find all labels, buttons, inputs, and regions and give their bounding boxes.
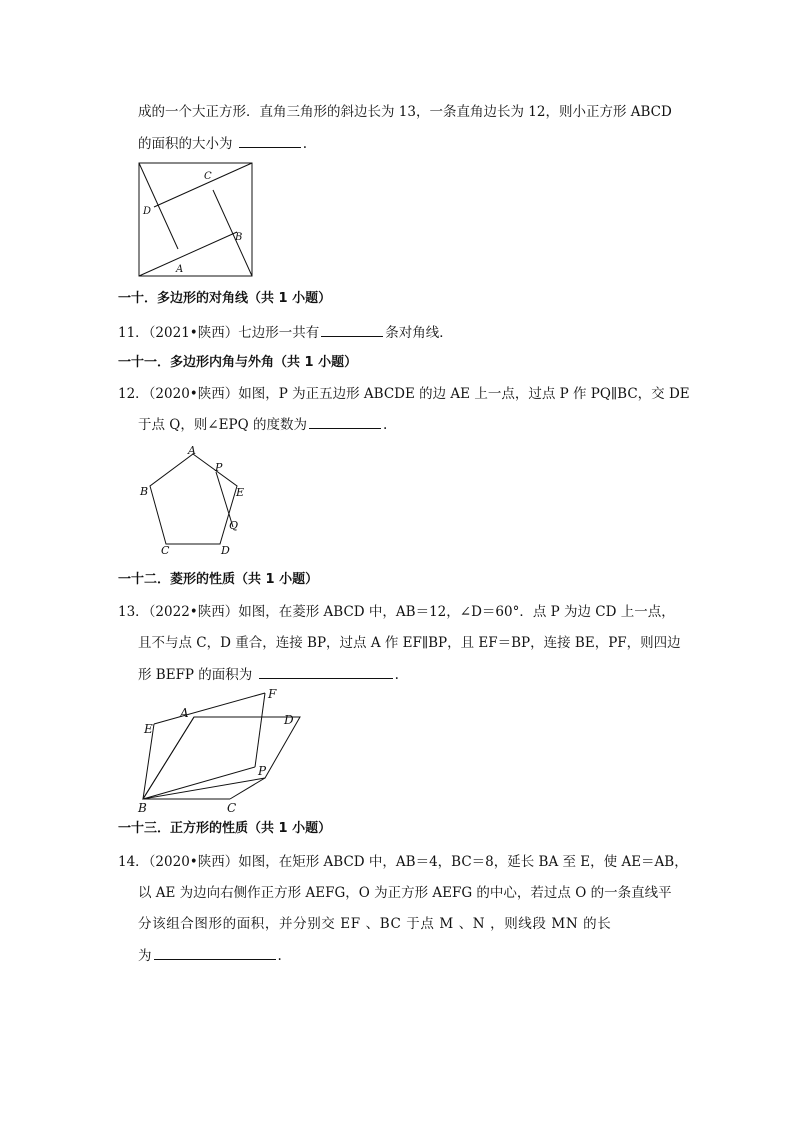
q10-answer-blank[interactable] [239,134,301,148]
q13-line2: 且不与点 C，D 重合，连接 BP，过点 A 作 EF∥BP，且 EF＝BP，连接 BE，PF，则四边 [138,635,681,651]
q10-segment [154,163,252,207]
q10-figure [136,160,256,280]
q13-label-b: B [138,801,147,815]
q13-figure [134,684,314,816]
q13-line1: 13．（2022•陕西）如图，在菱形 ABCD 中，AB＝12，∠D＝60°．点 P 为边 CD 上一点， [118,604,675,620]
q10-line2 [138,134,307,153]
q13-line3 [138,665,399,684]
q11-text-before: 11．（2021•陕西）七边形一共有 [118,325,320,341]
q14-line4-text: 为 [138,948,152,964]
q13-label-f: F [268,687,277,701]
q10-label-b: B [235,232,243,243]
q10-period: . [302,136,308,152]
q12-label-p: P [215,461,223,474]
q14-line2: 以 AE 为边向右侧作正方形 AEFG，O 为正方形 AEFG 的中心，若过点 O 的一条直线平 [138,885,672,901]
q10-big-square [139,163,252,276]
q12-period: . [382,417,388,433]
q10-label-d: D [143,206,152,217]
section-title-12: 一十二．菱形的性质（共 1 小题） [118,572,319,587]
q12-answer-blank[interactable] [309,415,381,429]
section-title-10: 一十．多边形的对角线（共 1 小题） [118,291,332,306]
q12-label-d: D [221,544,230,557]
q12-label-c: C [161,544,170,557]
q12-label-a: A [188,444,196,457]
q12-line2-text: 于点 Q，则∠EPQ 的度数为 [138,417,307,433]
q10-label-a: A [176,264,184,275]
q10-segment [139,232,237,276]
q11-answer-blank[interactable] [321,323,383,337]
q10-label-c: C [204,171,212,182]
q13-label-e: E [144,722,153,736]
section-title-13: 一十三．正方形的性质（共 1 小题） [118,821,332,836]
q13-line3-text: 形 BEFP 的面积为 [138,667,253,683]
q11-line [118,323,453,342]
q13-period: . [394,667,399,683]
q14-line1: 14．（2020•陕西）如图，在矩形 ABCD 中，AB＝4，BC＝8，延长 BA 至 E，使 AE＝AB， [118,854,688,870]
q12-label-b: B [140,485,149,498]
q12-line2 [138,415,387,434]
q14-period: . [277,948,282,964]
q14-answer-blank[interactable] [154,946,276,960]
q13-rhombus-outline [143,717,300,799]
q12-label-q: Q [229,519,239,532]
section-title-11: 一十一．多边形内角与外角（共 1 小题） [118,355,358,370]
q13-segment-ef [154,693,265,724]
q13-label-c: C [227,801,237,815]
q13-label-a: A [180,706,189,720]
q10-line2-text: 的面积的大小为 [138,136,233,152]
q14-line4 [138,946,282,965]
q13-segment-fp [255,693,265,767]
q13-answer-blank[interactable] [259,665,393,679]
q13-label-p: P [258,764,267,778]
q13-label-d: D [284,713,294,727]
q12-line1: 12．（2020•陕西）如图，P 为正五边形 ABCDE 的边 AE 上一点，过点 P 作 PQ∥BC，交 DE [118,386,690,402]
q10-line1: 成的一个大正方形．直角三角形的斜边长为 13，一条直角边长为 12，则小正方形 ABCD [138,104,672,120]
q10-segment [213,190,252,276]
q11-text-after: 条对角线． [385,325,453,341]
q12-label-e: E [236,486,245,499]
q12-figure [136,442,256,560]
q14-line3: 分该组合图形的面积，并分别交 EF 、BC 于点 M 、N ，则线段 MN 的长 [138,916,612,932]
